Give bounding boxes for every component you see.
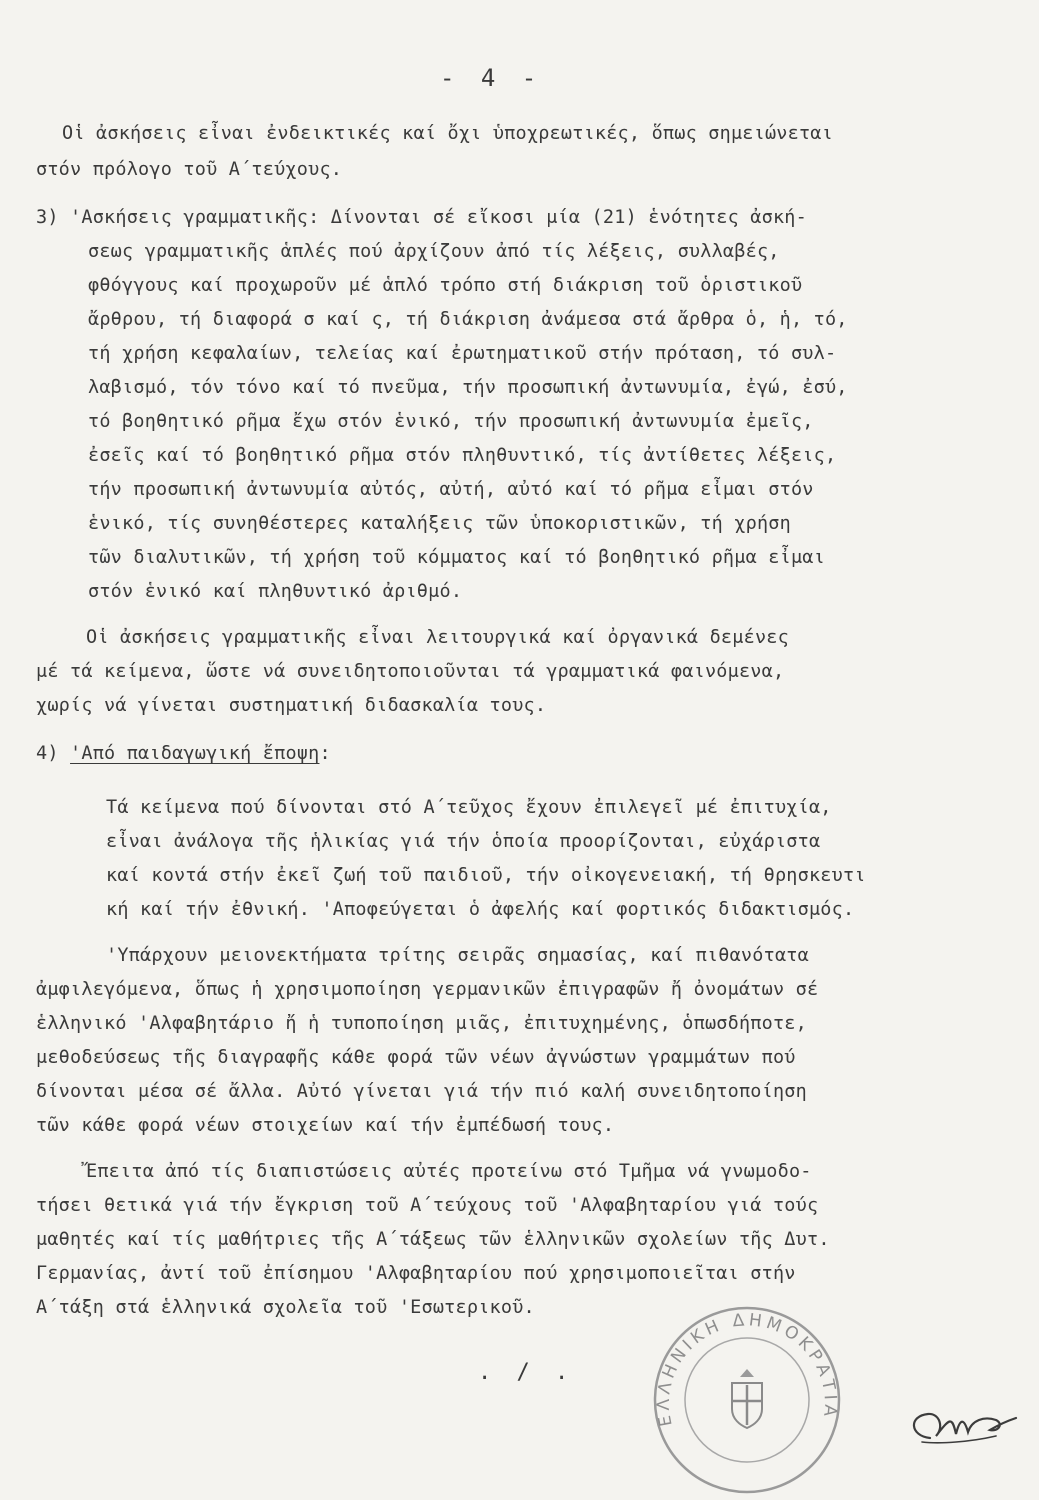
text-line: μαθητές καί τίς μαθήτριες τῆς Α΄τάξεως τῶν ἑλληνικῶν σχολείων τῆς Δυτ. bbox=[36, 1229, 830, 1250]
text-line: στόν πρόλογο τοῦ Α΄τεύχους. bbox=[36, 159, 343, 180]
text-line: ἑνικό, τίς συνηθέστερες καταλήξεις τῶν ὑποκοριστικῶν, τή χρήση bbox=[88, 513, 791, 534]
text-line: τήν προσωπική ἀντωνυμία αὐτός, αὐτή, αὐτό καί τό ρῆμα εἶμαι στόν bbox=[88, 479, 814, 500]
text-line: φθόγγους καί προχωροῦν μέ ἁπλό τρόπο στή διάκριση τοῦ ὁριστικοῦ bbox=[88, 275, 803, 296]
text-line: Γερμανίας, ἀντί τοῦ ἐπίσημου 'Αλφαβηταρίου πού χρησιμοποιεῖται στήν bbox=[36, 1263, 796, 1284]
text-line: λαβισμό, τόν τόνο καί τό πνεῦμα, τήν προσωπική ἀντωνυμία, ἐγώ, ἐσύ, bbox=[88, 377, 848, 398]
text-line: Οἱ ἀσκήσεις εἶναι ἐνδεικτικές καί ὄχι ὑποχρεωτικές, ὅπως σημειώνεται bbox=[62, 123, 833, 144]
text-line: 3) 'Ασκήσεις γραμματικῆς: Δίνονται σέ εἴκοσι μία (21) ἑνότητες ἀσκή- bbox=[36, 207, 807, 228]
page-number: - 4 - bbox=[440, 64, 543, 92]
text-line: κή καί τήν ἐθνική. 'Αποφεύγεται ὁ ἀφελής καί φορτικός διδακτισμός. bbox=[106, 899, 855, 920]
section-number: 4) bbox=[36, 743, 59, 764]
text-line: στόν ἑνικό καί πληθυντικό ἀριθμό. bbox=[88, 581, 463, 602]
text-line: Οἱ ἀσκήσεις γραμματικῆς εἶναι λειτουργικά καί ὀργανικά δεμένες bbox=[86, 627, 789, 648]
text-line: σεως γραμματικῆς ἁπλές πού ἀρχίζουν ἀπό τίς λέξεις, συλλαβές, bbox=[88, 241, 780, 262]
section-title: 'Από παιδαγωγική ἔποψη bbox=[70, 743, 320, 764]
text-line: τό βοηθητικό ρῆμα ἔχω στόν ἑνικό, τήν προσωπική ἀντωνυμία ἐμεῖς, bbox=[88, 411, 814, 432]
text-line: καί κοντά στήν ἐκεῖ ζωή τοῦ παιδιοῦ, τήν οἰκογενειακή, τή θρησκευτι bbox=[106, 865, 866, 886]
coat-of-arms-icon bbox=[732, 1369, 762, 1428]
text-line: μεθοδεύσεως τῆς διαγραφῆς κάθε φορά τῶν νέων ἀγνώστων γραμμάτων πού bbox=[36, 1047, 796, 1068]
text-line: ἀμφιλεγόμενα, ὅπως ἡ χρησιμοποίηση γερμανικῶν ἐπιγραφῶν ἤ ὀνομάτων σέ bbox=[36, 979, 819, 1000]
stamp-text: ΕΛΛΗΝΙΚΗ ΔΗΜΟΚΡΑΤΙΑ bbox=[653, 1310, 841, 1429]
text-line: ἐσεῖς καί τό βοηθητικό ρῆμα στόν πληθυντικό, τίς ἀντίθετες λέξεις, bbox=[88, 445, 837, 466]
text-line: τή χρήση κεφαλαίων, τελείας καί ἐρωτηματικοῦ στήν πρόταση, τό συλ- bbox=[88, 343, 837, 364]
text-line: τήσει θετικά γιά τήν ἔγκριση τοῦ Α΄τεύχους τοῦ 'Αλφαβηταρίου γιά τούς bbox=[36, 1195, 819, 1216]
text-line: Α΄τάξη στά ἑλληνικά σχολεῖα τοῦ 'Εσωτερικοῦ. bbox=[36, 1297, 535, 1318]
text-line: εἶναι ἀνάλογα τῆς ἡλικίας γιά τήν ὁποία προορίζονται, εὐχάριστα bbox=[106, 831, 821, 852]
text-line: χωρίς νά γίνεται συστηματική διδασκαλία τους. bbox=[36, 695, 547, 716]
section-colon: : bbox=[319, 743, 331, 764]
text-line: Ἔπειτα ἀπό τίς διαπιστώσεις αὐτές προτείνω στό Τμῆμα νά γνωμοδο- bbox=[86, 1161, 812, 1182]
text-line: τῶν διαλυτικῶν, τή χρήση τοῦ κόμματος καί τό βοηθητικό ρῆμα εἶμαι bbox=[88, 547, 825, 568]
text-line: τῶν κάθε φορά νέων στοιχείων καί τήν ἐμπέδωσή τους. bbox=[36, 1115, 615, 1136]
text-line: δίνονται μέσα σέ ἄλλα. Αὐτό γίνεται γιά τήν πιό καλή συνειδητοποίηση bbox=[36, 1081, 807, 1102]
text-line: ἄρθρου, τή διαφορά σ καί ς, τή διάκριση ἀνάμεσα στά ἄρθρα ὁ, ἡ, τό, bbox=[88, 309, 848, 330]
text-line: Τά κείμενα πού δίνονται στό Α΄τεῦχος ἔχουν ἐπιλεγεῖ μέ ἐπιτυχία, bbox=[106, 797, 832, 818]
text-line: ἑλληνικό 'Αλφαβητάριο ἤ ἡ τυποποίηση μιᾶς, ἐπιτυχημένης, ὁπωσδήποτε, bbox=[36, 1013, 807, 1034]
text-line: 'Υπάρχουν μειονεκτήματα τρίτης σειρᾶς σημασίας, καί πιθανότατα bbox=[106, 945, 809, 966]
signature bbox=[900, 1398, 1020, 1458]
continuation-mark: . / . bbox=[478, 1360, 575, 1385]
section-heading bbox=[36, 742, 331, 766]
text-line: μέ τά κείμενα, ὥστε νά συνειδητοποιοῦνται τά γραμματικά φαινόμενα, bbox=[36, 661, 785, 682]
official-stamp bbox=[632, 1285, 862, 1495]
